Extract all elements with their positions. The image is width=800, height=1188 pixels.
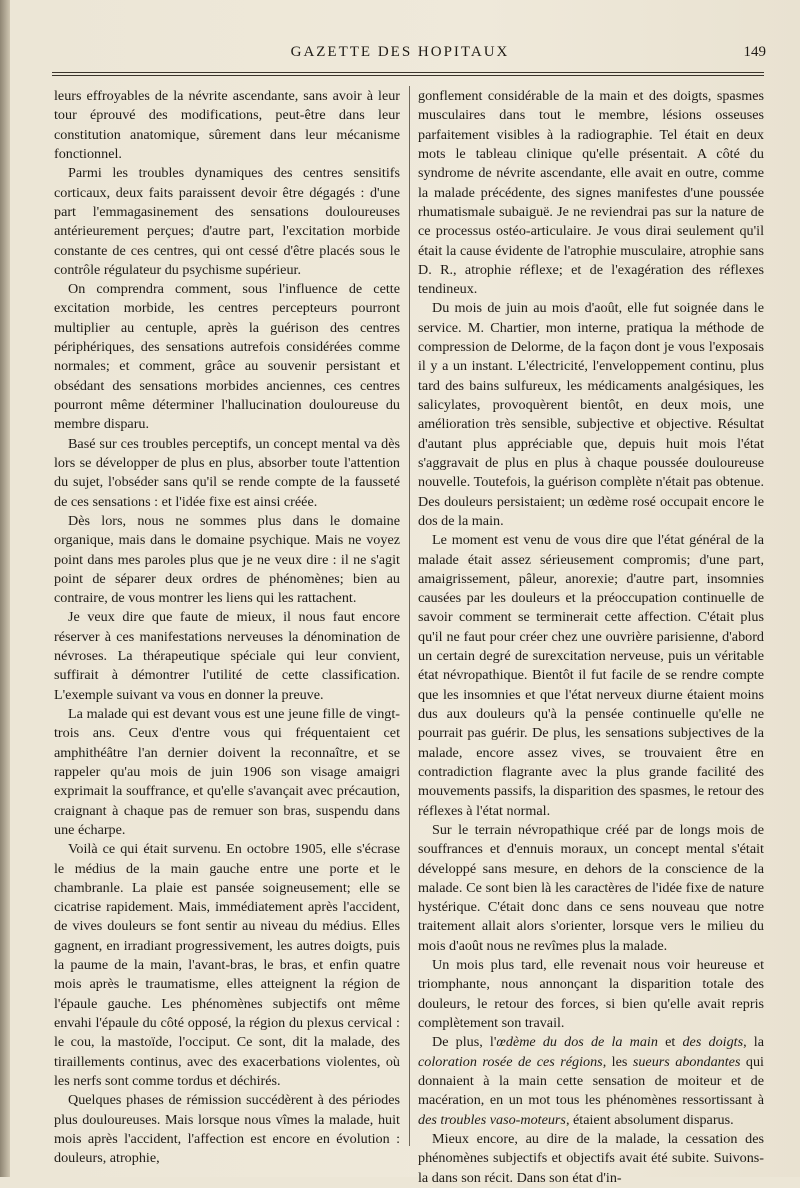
- paragraph: gonflement considérable de la main et des doigts, spasmes musculaires dans tout le membre, lésions osseuses parfaitement visibles à la radiographie. Tel était en deux mots le tableau clinique qu'elle présentait. A côté du syndrome de névrite ascendante, elle avait en outre, comme la malade précédente, des signes manifestes d'une poussée rhumatismale subaiguë. Je ne reviendrai pas sur la nature de ce processus ostéo-articulaire. Je vous dirai seulement qu'il était la cause évidente de l'atrophie musculaire, atrophie sans D. R., atrophie réflexe; et de l'exagération des réflexes tendineux.: [418, 88, 764, 298]
- text-run: , la: [743, 1034, 764, 1051]
- paragraph: Basé sur ces troubles perceptifs, un concept mental va dès lors se développer de plus en plus, absorber toute l'attention du sujet, l'obséder sans qu'il se rende compte de la fausseté de ces sensations : et l'idée fixe est ainsi créée.: [54, 435, 400, 510]
- page-number: 149: [743, 44, 766, 60]
- paragraph: Un mois plus tard, elle revenait nous voir heureuse et triomphante, nous annonçant la disparition totale des douleurs, le retour des forces, si bien qu'elle avait repris complètement son travail.: [418, 957, 764, 1031]
- paragraph: Dès lors, nous ne sommes plus dans le domaine organique, mais dans le domaine psychique. Mais ne voyez point dans mes paroles plus que je ne veux dire : il ne s'agit point de séparer deux ordres de phénomènes; bien au contraire, de vous montrer les liens qui les rattachent.: [54, 512, 400, 607]
- text-run: et: [657, 1034, 683, 1051]
- paragraph: Sur le terrain névropathique créé par de longs mois de souffrances et d'ennuis moraux, un concept mental s'était développé sans mesure, en dehors de la conscience de la malade. Ce sont bien là les caractères de l'idée fixe de nature hystérique. C'était donc dans ce sens nouveau que notre traitement allait alors s'orienter, lorsque vers le milieu du mois d'août nous ne revîmes plus la malade.: [418, 821, 764, 954]
- paragraph: Quelques phases de rémission succédèrent à des périodes plus douloureuses. Mais lorsque nous vîmes la malade, huit mois après l'accident, l'affection est encore en évolution : douleurs, atrophie,: [54, 1092, 400, 1167]
- paragraph: Mieux encore, au dire de la malade, la cessation des phénomènes subjectifs et objectifs avait été subite. Suivons-la dans son récit. Dans son état d'in-: [418, 1130, 764, 1186]
- italic-phrase: sueurs abondantes: [632, 1053, 741, 1070]
- text-run: , les: [602, 1053, 633, 1070]
- header-rule: [52, 72, 764, 76]
- paragraph: Voilà ce qui était survenu. En octobre 1905, elle s'écrase le médius de la main gauche entre une porte et le chambranle. La plaie est pansée soigneusement; elle se cicatrise rapidement. Mais, immédiatement après l'accident, de vives douleurs se font sentir au niveau du médius. Elles gagnent, en irradiant progressivement, les autres doigts, puis la paume de la main, l'avant-bras, le bras, et enfin quatre mois après le traumatisme, elles atteignent la région de l'épaule gauche. Les phénomènes subjectifs ont même envahi l'épaule du côté opposé, la région du plexus cervical : le cou, la mastoïde, l'occiput. Ce sont, dit la malade, des tiraillements continus, avec des exacerbations violentes, où les nerfs sont comme tordus et déchirés.: [54, 841, 400, 1089]
- running-title: GAZETTE DES HOPITAUX: [290, 44, 510, 60]
- italic-phrase: des doigts: [682, 1034, 744, 1051]
- paragraph: On comprendra comment, sous l'influence de cette excitation morbide, les centres percepteurs pourront multiplier au centuple, après la guérison des centres périphériques, des sensations autrefois considérées comme normales; et comment, grâce au souvenir persistant et obsédant des sensations morbides anciennes, ces centres pourront même déterminer l'hallucination douloureuse du membre disparu.: [54, 281, 400, 433]
- text-run: , étaient absolument disparus.: [565, 1111, 734, 1128]
- paragraph: Parmi les troubles dynamiques des centres sensitifs corticaux, deux faits paraissent devoir être dégagés : d'une part l'emmagasinement des sensations douloureuses antérieurement perçues; d'autre part, l'excitation morbide constante de ces centres, qui ont cessé d'être placés sous le contrôle régulateur du psychisme supérieur.: [54, 165, 400, 278]
- paragraph: leurs effroyables de la névrite ascendante, sans avoir à leur tour éprouvé des modifications, peut-être dans leur constitution anatomique, sûrement dans leur mécanisme fonctionnel.: [54, 88, 400, 162]
- right-column: [418, 87, 764, 1188]
- paragraph: Du mois de juin au mois d'août, elle fut soignée dans le service. M. Chartier, mon interne, pratiqua la méthode de compression de Delorme, de la façon dont je vous l'exposais il y a un instant. L'électricité, l'enveloppement continu, plus tard des bains sulfureux, les médicaments analgésiques, les salicylates, provoquèrent bientôt, en deux mois, une amélioration très sensible, subjective et objective. Résultat d'autant plus appréciable que, depuis huit mois l'état s'aggravait de plus en plus à chaque poussée douloureuse nouvelle. Toutefois, la guérison complète n'était pas obtenue. Des douleurs persistaient; un œdème rosé occupait encore le dos de la main.: [418, 300, 764, 529]
- italic-phrase: coloration rosée de ces régions: [418, 1053, 603, 1070]
- paragraph: [418, 1033, 764, 1130]
- paragraph: Le moment est venu de vous dire que l'état général de la malade était assez sérieusement compromis; d'une part, amaigrissement, pâleur, anorexie; d'autre part, insomnies causées par les douleurs et la préoccupation continuelle de savoir comment se terminerait cette affection. C'était plus qu'il ne faut pour créer chez une ouvrière parisienne, d'abord un certain degré de surexcitation nerveuse, puis un véritable état névropathique. Bientôt il fut facile de se rendre compte que les insomnies et que l'état nerveux diurne étaient moins dus aux douleurs qu'à la pensée continuelle qu'elle ne pourrait pas guérir. De plus, les sensations subjectives de la malade, encore assez vives, se trouvaient être en contradiction flagrante avec la plus grande facilité des mouvements passifs, la disparition des spasmes, le retour des réflexes à l'état normal.: [418, 532, 764, 819]
- paragraph: La malade qui est devant vous est une jeune fille de vingt-trois ans. Ceux d'entre vous qui fréquentaient cet amphithéâtre l'an dernier doivent la reconnaître, et se rappeler qu'au mois de juin 1906 son visage amaigri exprimait la souffrance, et qu'elle s'avançait avec précaution, craignant à chaque pas de remuer son bras, suspendu dans une écharpe.: [54, 706, 400, 838]
- italic-phrase: des troubles vaso-moteurs: [418, 1111, 566, 1128]
- italic-phrase: œdème du dos de la main: [496, 1034, 658, 1051]
- text-run: qui donnaient à la main cette sensation de moiteur et de macération, en un mot tous les phénomènes ressortissant à: [418, 1053, 764, 1109]
- paragraph: Je veux dire que faute de mieux, il nous faut encore réserver à ces manifestations nerveuses la dénomination de névroses. La thérapeutique spéciale qui leur convient, suffirait à démontrer l'utilité de cette classification. L'exemple suivant va vous en donner la preuve.: [54, 609, 400, 703]
- binding-edge: [0, 0, 10, 1177]
- text-run: De plus, l': [432, 1034, 497, 1051]
- left-column: [54, 87, 400, 1169]
- column-divider: [409, 86, 410, 1146]
